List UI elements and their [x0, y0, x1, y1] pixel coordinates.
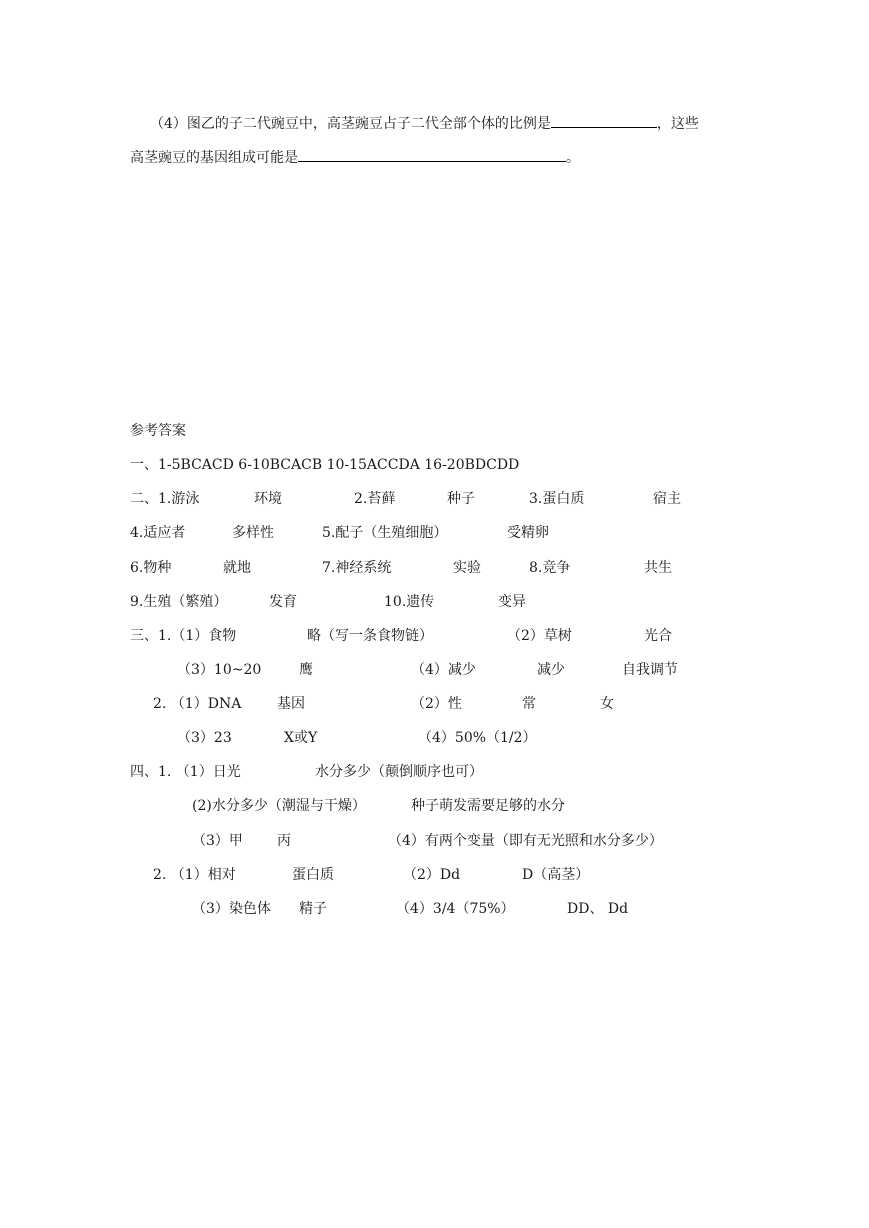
answer-item: （2）草树 — [507, 628, 572, 644]
answer-item: DD、 Dd — [567, 901, 629, 917]
answer-item: （2）Dd — [403, 867, 461, 883]
answer-item: 多样性 — [232, 525, 274, 541]
question-4-text-b: ，这些 — [656, 116, 699, 132]
answer-item: 实验 — [453, 560, 481, 576]
answer-item: 水分多少（颠倒顺序也可） — [315, 764, 483, 780]
answer-item: (2)水分多少（潮湿与干燥） — [192, 798, 366, 814]
answer-item: D（高茎） — [522, 867, 590, 883]
answer-item: X或Y — [284, 730, 318, 746]
answer-item: 3.蛋白质 — [529, 491, 585, 507]
answer-item: 二、1.游泳 — [130, 491, 200, 507]
answer-item: （4）50%（1/2） — [418, 730, 537, 746]
answer-item: 精子 — [299, 901, 327, 917]
question-4-line-1 — [150, 113, 699, 134]
answer-item: 9.生殖（繁殖） — [130, 594, 228, 610]
answer-item: （3）10~20 — [177, 662, 262, 678]
answer-blank-ratio — [551, 113, 657, 128]
answer-item: 环境 — [254, 491, 282, 507]
answer-item: 种子 — [447, 491, 475, 507]
answer-item: 发育 — [269, 594, 297, 610]
answer-item: 2.苔藓 — [354, 491, 396, 507]
answer-item: 共生 — [644, 560, 672, 576]
answer-item: （3）23 — [177, 730, 232, 746]
question-4-text-c: 高茎豌豆的基因组成可能是 — [130, 150, 298, 166]
question-4-text-d: 。 — [566, 150, 580, 166]
question-4-line-2 — [130, 147, 580, 168]
answer-item: 蛋白质 — [292, 867, 334, 883]
answer-item: （3）甲 — [192, 833, 243, 849]
answer-item: 光合 — [644, 628, 672, 644]
answer-item: （2）性 — [411, 696, 462, 712]
answer-item: 6.物种 — [130, 560, 172, 576]
answer-item: 自我调节 — [622, 662, 678, 678]
answer-item: 略（写一条食物链） — [307, 628, 433, 644]
answer-item: 就地 — [223, 560, 251, 576]
answer-item: 10.遗传 — [384, 594, 435, 610]
answer-item: 宿主 — [653, 491, 681, 507]
answer-item: （4）3/4（75%） — [396, 901, 515, 917]
answer-item: 种子萌发需要足够的水分 — [411, 798, 565, 814]
answer-item: 7.神经系统 — [322, 560, 392, 576]
answer-item: 变异 — [498, 594, 526, 610]
answer-item: 2. （1）相对 — [153, 867, 236, 883]
answer-item: 8.竞争 — [529, 560, 571, 576]
answer-item: 基因 — [277, 696, 305, 712]
answer-item: 2. （1）DNA — [153, 696, 242, 712]
answer-item: 5.配子（生殖细胞） — [322, 525, 448, 541]
answer-item: 减少 — [537, 662, 565, 678]
answer-item: 丙 — [277, 833, 291, 849]
answer-item: （4）减少 — [411, 662, 476, 678]
answers-part-1: 一、1-5BCACD 6-10BCACB 10-15ACCDA 16-20BDCDD — [130, 457, 520, 473]
answer-item: 女 — [600, 696, 614, 712]
answer-item: 鹰 — [299, 662, 313, 678]
answer-item: （4）有两个变量（即有无光照和水分多少） — [388, 833, 663, 849]
answer-item: 三、1.（1）食物 — [130, 628, 237, 644]
answer-item: （3）染色体 — [192, 901, 271, 917]
answer-item: 4.适应者 — [130, 525, 186, 541]
question-4-text-a: （4）图乙的子二代豌豆中，高茎豌豆占子二代全部个体的比例是 — [150, 116, 551, 132]
answers-heading: 参考答案 — [130, 423, 186, 439]
answer-item: 常 — [522, 696, 536, 712]
answer-item: 受精卵 — [507, 525, 549, 541]
answer-item: 四、1. （1）日光 — [130, 764, 241, 780]
answer-blank-genotype — [298, 147, 566, 162]
